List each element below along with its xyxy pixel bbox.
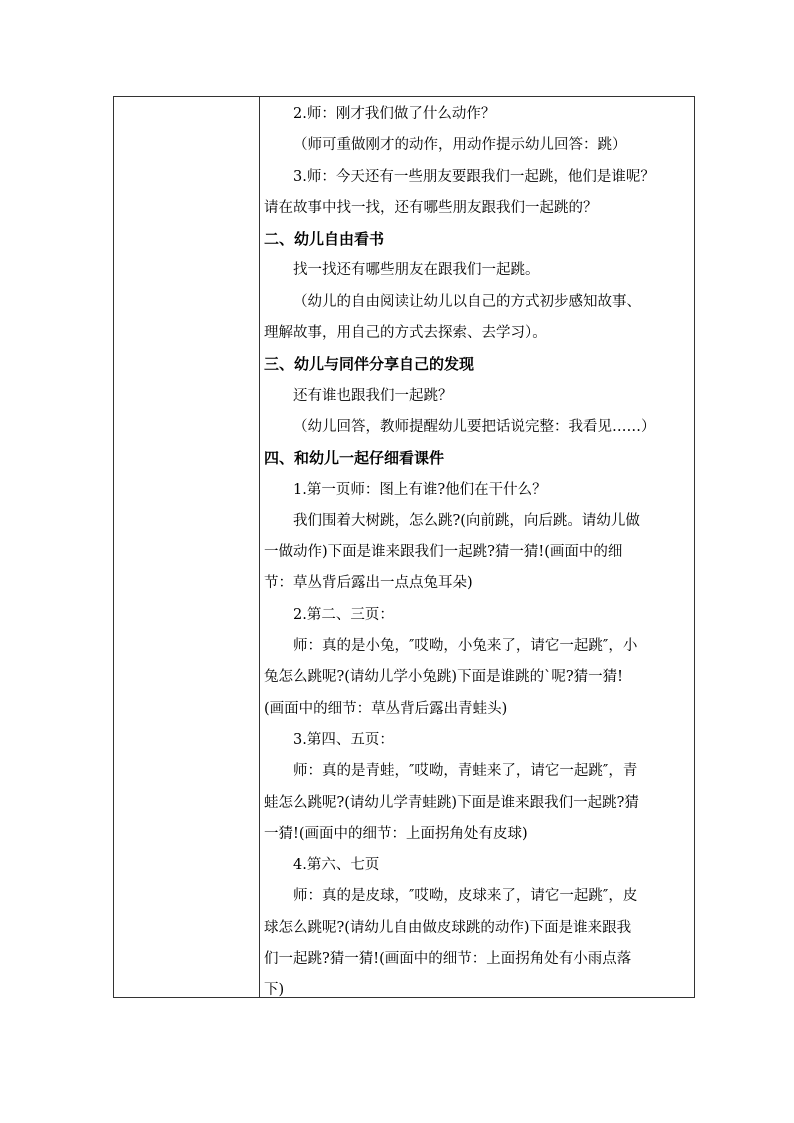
content-line: 3.第四、五页： (293, 731, 394, 748)
content-line: 找一找还有哪些朋友在跟我们一起跳。 (293, 262, 540, 279)
content-line: 球怎么跳呢?(请幼儿自由做皮球跳的动作)下面是谁来跟我 (264, 919, 632, 936)
content-line: 师：真的是小兔，″哎呦，小兔来了，请它一起跳″，小 (293, 638, 638, 655)
content-line: 1.第一页师：图上有谁?他们在干什么？ (293, 481, 547, 498)
content-line: 下) (264, 982, 285, 999)
content-line: （师可重做刚才的动作，用动作提示幼儿回答：跳） (293, 137, 627, 154)
section-heading: 二、幼儿自由看书 (264, 230, 385, 249)
content-line: （幼儿的自由阅读让幼儿以自己的方式初步感知故事、 (293, 293, 641, 310)
section-heading: 三、幼儿与同伴分享自己的发现 (264, 355, 475, 374)
content-line: 一做动作)下面是谁来跟我们一起跳?猜一猜!(画面中的细 (264, 544, 623, 561)
content-line: 2.第二、三页： (293, 606, 394, 623)
content-line: 兔怎么跳呢?(请幼儿学小兔跳)下面是谁跳的`呢?猜一猜! (264, 669, 623, 686)
content-line: 还有谁也跟我们一起跳？ (293, 387, 453, 404)
content-line: (画面中的细节：草丛背后露出青蛙头) (264, 700, 508, 717)
content-line: 们一起跳?猜一猜!(画面中的细节：上面拐角处有小雨点落 (264, 951, 632, 968)
content-line: 3.师：今天还有一些朋友要跟我们一起跳，他们是谁呢？ (293, 168, 655, 185)
lesson-table (113, 96, 695, 998)
content-line: （幼儿回答，教师提醒幼儿要把话说完整：我看见……） (293, 418, 656, 435)
content-line: 2.师：刚才我们做了什么动作？ (293, 106, 496, 122)
content-line: 师：真的是皮球，″哎呦，皮球来了，请它一起跳″，皮 (293, 888, 638, 905)
content-line: 4.第六、七页 (293, 857, 380, 874)
left-column-cell (114, 97, 260, 997)
section-heading: 四、和幼儿一起仔细看课件 (264, 449, 445, 468)
lesson-content-cell (260, 97, 694, 997)
content-line: 请在故事中找一找，还有哪些朋友跟我们一起跳的？ (264, 199, 598, 216)
content-line: 节：草丛背后露出一点点兔耳朵) (264, 575, 473, 592)
content-line: 师：真的是青蛙，″哎呦，青蛙来了，请它一起跳″，青 (293, 763, 638, 780)
content-line: 我们围着大树跳，怎么跳?(向前跳，向后跳。请幼儿做 (293, 512, 640, 529)
content-line: 蛙怎么跳呢?(请幼儿学青蛙跳)下面是谁来跟我们一起跳?猜 (264, 794, 639, 811)
content-line: 一猜!(画面中的细节：上面拐角处有皮球) (264, 825, 528, 842)
content-line: 理解故事，用自己的方式去探索、去学习）。 (264, 325, 547, 342)
